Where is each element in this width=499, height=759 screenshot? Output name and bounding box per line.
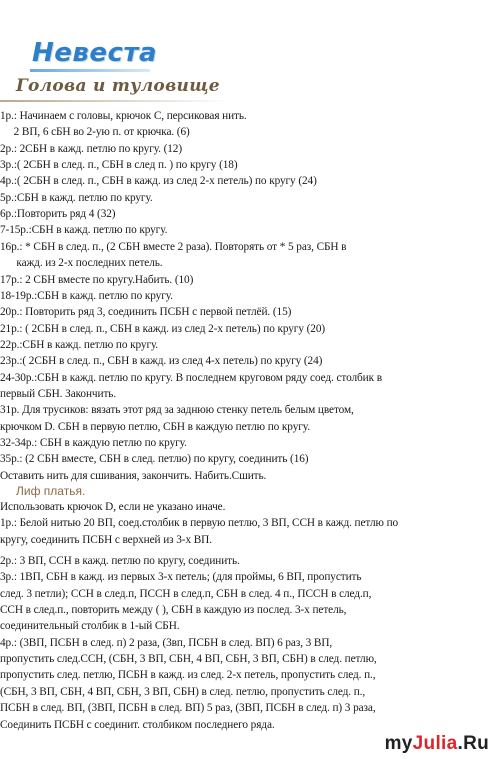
instruction-line: 20р.: Повторить ряд 3, соединить ПСБН с первой петлёй. (15)	[0, 306, 292, 319]
instruction-line: 4р.:( 2СБН в след. п., СБН в кажд. из след 2-х петель) по кругу (24)	[0, 175, 317, 188]
instruction-line: ССН в след.п., повторить между ( ), СБН в каждую из послед. 3-х петель,	[0, 604, 347, 617]
instruction-line: 24-30р.:СБН в кажд. петлю по кругу. В последнем круговом ряду соед. столбик в	[0, 371, 382, 384]
title-underline	[30, 69, 150, 72]
instruction-line: Соединить ПСБН с соединит. столбиком последнего ряда.	[0, 718, 275, 731]
instruction-line: след. 3 петли); ССН в след.п, ПССН в след.п, СБН в след. 4 п., ПССН в след.п,	[0, 587, 372, 600]
instruction-line: 4р.: (3ВП, ПСБН в след. п) 2 раза, (3вп, ПСБН в след. ВП) 6 раз, 3 ВП,	[0, 636, 333, 649]
instruction-line: ПСБН в след. ВП, (3ВП, ПСБН в след. ВП) 5 раз, (3ВП, ПСБН в след. п) 3 раза,	[0, 702, 376, 715]
instruction-line: 1р.: Начинаем с головы, крючок С, персиковая нить.	[0, 110, 247, 122]
instruction-line: 32-34р.: СБН в каждую петлю по кругу.	[0, 437, 187, 449]
instruction-line: пропустить след.ССН, (СБН, 3 ВП, СБН, 4 ВП, СБН, 3 ВП, СБН) в след. петлю,	[0, 653, 377, 666]
instruction-line: (СБН, 3 ВП, СБН, 4 ВП, СБН, 3 ВП, СБН) в след. петлю, пропустить след. п.,	[0, 685, 366, 698]
bodice-section-label: Лиф платья.	[16, 484, 86, 498]
instruction-line: соединительный столбик в 1-ый СБН.	[0, 620, 180, 633]
instruction-line: Оставить нить для сшивания, закончить. Набить.Сшить.	[0, 469, 267, 482]
instruction-line: 31р. Для трусиков: вязать этот ряд за заднюю стенку петель белым цветом,	[0, 404, 354, 417]
instruction-line: 1р.: Белой нитью 20 ВП, соед.столбик в первую петлю, 3 ВП, ССН в кажд. петлю по	[0, 517, 399, 530]
instruction-line: 2 ВП, 6 сБН во 2-ую п. от крючка. (6)	[0, 126, 190, 139]
instruction-line: кажд. из 2-х последних петель.	[0, 257, 163, 270]
watermark-suffix: .Ru	[457, 733, 489, 754]
watermark-accent: Julia	[412, 733, 458, 754]
instruction-line: 6р.:Повторить ряд 4 (32)	[0, 208, 116, 221]
subtitle-divider	[0, 100, 230, 102]
watermark-prefix: my	[384, 733, 413, 754]
instruction-line: Использовать крючок D, если не указано иначе.	[0, 501, 226, 513]
instruction-line: пропустить след. петлю, ПСБН в кажд. из след. 2-х петель, пропустить след. п.,	[0, 669, 376, 682]
instruction-line: крючком D. СБН в первую петлю, СБН в каждую петлю по кругу.	[0, 420, 310, 433]
instruction-line: 2р.: 3 ВП, ССН в кажд. петлю по кругу, соединить.	[0, 555, 240, 567]
instruction-line: 23р.:( 2СБН в след. п., СБН в кажд. из след 4-х петель) по кругу (24)	[0, 355, 323, 368]
site-watermark	[385, 733, 489, 755]
instruction-line: 22р.:СБН в кажд. петлю по кругу.	[0, 338, 159, 351]
instruction-line: кругу, соединить ПСБН с верхней из 3-х ВП.	[0, 533, 212, 546]
section-subtitle: Голова и туловище	[16, 76, 220, 96]
instruction-line: 16р.: * СБН в след. п., (2 СБН вместе 2 раза). Повторять от * 5 раз, СБН в	[0, 240, 347, 253]
instruction-line: 7-15р.:СБН в кажд. петлю по кругу.	[0, 224, 168, 237]
instruction-line: 17р.: 2 СБН вместе по кругу.Набить. (10)	[0, 273, 194, 286]
instruction-line: 3р.: 1ВП, СБН в кажд. из первых 3-х петель; (для проймы, 6 ВП, пропустить	[0, 571, 362, 584]
instruction-line: 3р.:( 2СБН в след. п., СБН в след п. ) по кругу (18)	[0, 159, 238, 172]
instruction-line: 21р.: ( 2СБН в след. п., СБН в кажд. из след 2-х петель) по кругу (20)	[0, 322, 326, 335]
instruction-line: 5р.:СБН в кажд. петлю по кругу.	[0, 191, 153, 204]
instruction-line: 2р.: 2СБН в кажд. петлю по кругу. (12)	[0, 142, 183, 155]
page-title: Невеста	[32, 38, 158, 68]
instruction-line: 18-19р.:СБН в кажд. петлю по кругу.	[0, 289, 173, 302]
instruction-line: первый СБН. Закончить.	[0, 387, 117, 400]
instruction-line: 35р.: (2 СБН вместе, СБН в след. петлю) по кругу, соединить (16)	[0, 453, 309, 466]
